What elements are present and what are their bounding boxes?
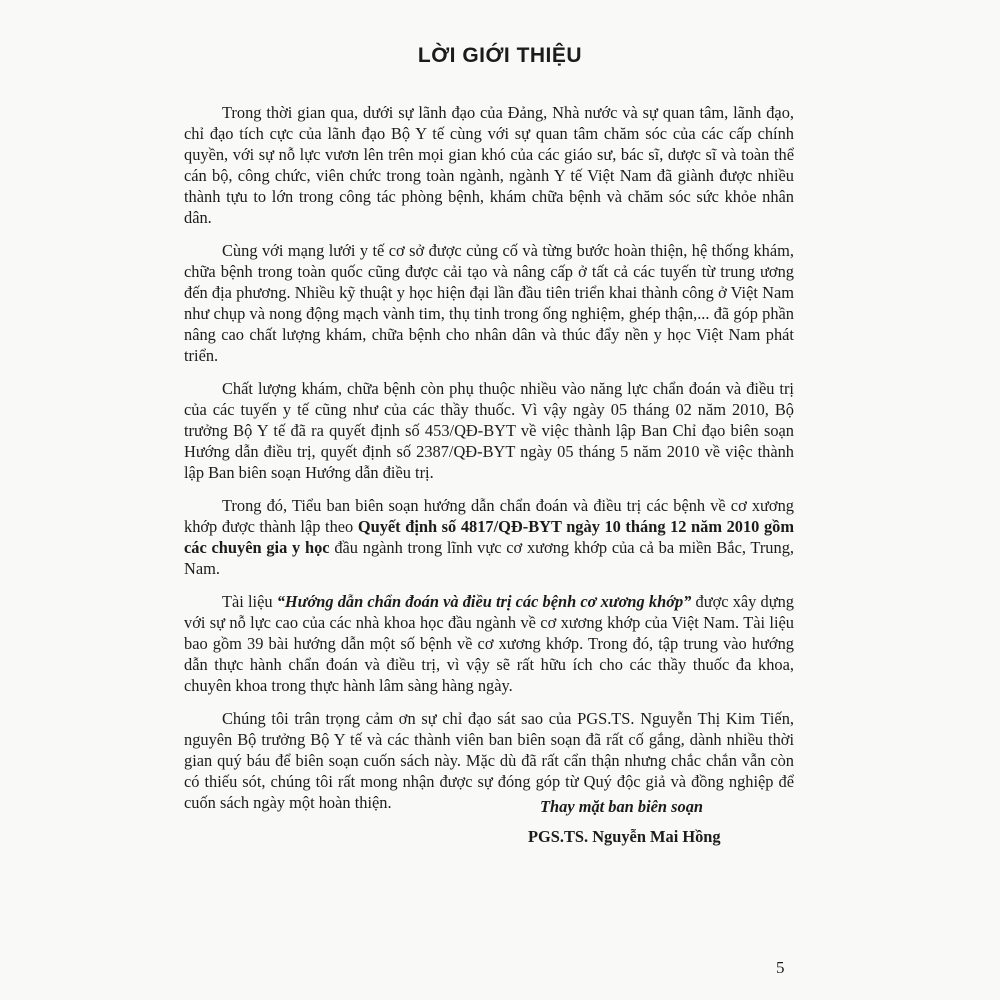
document-body <box>184 102 794 825</box>
paragraph-4-text-end: đầu ngành trong lĩnh vực cơ xương khớp của cả ba miền Bắc, Trung, Nam. <box>184 538 794 578</box>
paragraph-6: Chúng tôi trân trọng cảm ơn sự chỉ đạo sát sao của PGS.TS. Nguyễn Thị Kim Tiến, nguyên Bộ trưởng Bộ Y tế và các thành viên ban biên soạn đã rất cố gắng, dành nhiều thời gian quý báu để biên soạn cuốn sách này. Mặc dù đã rất cẩn thận nhưng chắc chắn vẫn còn có thiếu sót, chúng tôi rất mong nhận được sự đóng góp từ Quý độc giả và đồng nghiệp để cuốn sách ngày một hoàn thiện. <box>184 709 794 812</box>
paragraph-5-book-title: “Hướng dẫn chẩn đoán và điều trị các bệnh cơ xương khớp” <box>276 592 692 611</box>
signature-block <box>528 792 721 852</box>
page-title: LỜI GIỚI THIỆU <box>417 44 583 67</box>
paragraph-4-text-start: Trong đó, Tiểu ban biên soạn hướng dẫn chẩn đoán và điều trị các bệnh về cơ xương khớp được thành lập theo <box>184 496 794 536</box>
signature-name: PGS.TS. Nguyễn Mai Hồng <box>528 827 721 846</box>
signature-role: Thay mặt ban biên soạn <box>540 797 704 816</box>
paragraph-4 <box>184 495 794 579</box>
paragraph-5-text-start: Tài liệu <box>222 592 277 611</box>
paragraph-1: Trong thời gian qua, dưới sự lãnh đạo của Đảng, Nhà nước và sự quan tâm, lãnh đạo, chỉ đạo tích cực của lãnh đạo Bộ Y tế cùng với sự quan tâm chăm sóc của các cấp chính quyền, với sự nỗ lực vươn lên trên mọi gian khó của các giáo sư, bác sĩ, dược sĩ và toàn thể cán bộ, công chức, viên chức trong toàn ngành, ngành Y tế Việt Nam đã giành được nhiều thành tựu to lớn trong công tác phòng bệnh, khám chữa bệnh và chăm sóc sức khỏe nhân dân. <box>184 103 794 227</box>
page-number: 5 <box>776 958 785 977</box>
paragraph-3: Chất lượng khám, chữa bệnh còn phụ thuộc nhiều vào năng lực chẩn đoán và điều trị của các tuyến y tế cũng như của các thầy thuốc. Vì vậy ngày 05 tháng 02 năm 2010, Bộ trưởng Bộ Y tế đã ra quyết định số 453/QĐ-BYT về việc thành lập Ban Chỉ đạo biên soạn Hướng dẫn điều trị, quyết định số 2387/QĐ-BYT ngày 05 tháng 5 năm 2010 về việc thành lập Ban biên soạn Hướng dẫn điều trị. <box>184 379 794 482</box>
paragraph-5 <box>184 591 794 696</box>
paragraph-4-bold-decision: Quyết định số 4817/QĐ-BYT ngày 10 tháng 12 năm 2010 gồm các chuyên gia y học <box>184 517 795 557</box>
paragraph-5-text-end: được xây dựng với sự nỗ lực cao của các nhà khoa học đầu ngành về cơ xương khớp của Việt Nam. Tài liệu bao gồm 39 bài hướng dẫn một số bệnh về cơ xương khớp. Trong đó, tập trung vào hướng dẫn thực hành chẩn đoán và điều trị, vì vậy sẽ rất hữu ích cho các thầy thuốc đa khoa, chuyên khoa trong thực hành lâm sàng hàng ngày. <box>184 592 794 695</box>
paragraph-2: Cùng với mạng lưới y tế cơ sở được củng cố và từng bước hoàn thiện, hệ thống khám, chữa bệnh trong toàn quốc cũng được cải tạo và nâng cấp ở tất cả các tuyến từ trung ương đến địa phương. Nhiều kỹ thuật y học hiện đại lần đầu tiên triển khai thành công ở Việt Nam như chụp và nong động mạch vành tim, thụ tinh trong ống nghiệm, ghép thận,... đã góp phần nâng cao chất lượng khám, chữa bệnh cho nhân dân và thúc đẩy nền y học Việt Nam phát triển. <box>184 241 794 365</box>
